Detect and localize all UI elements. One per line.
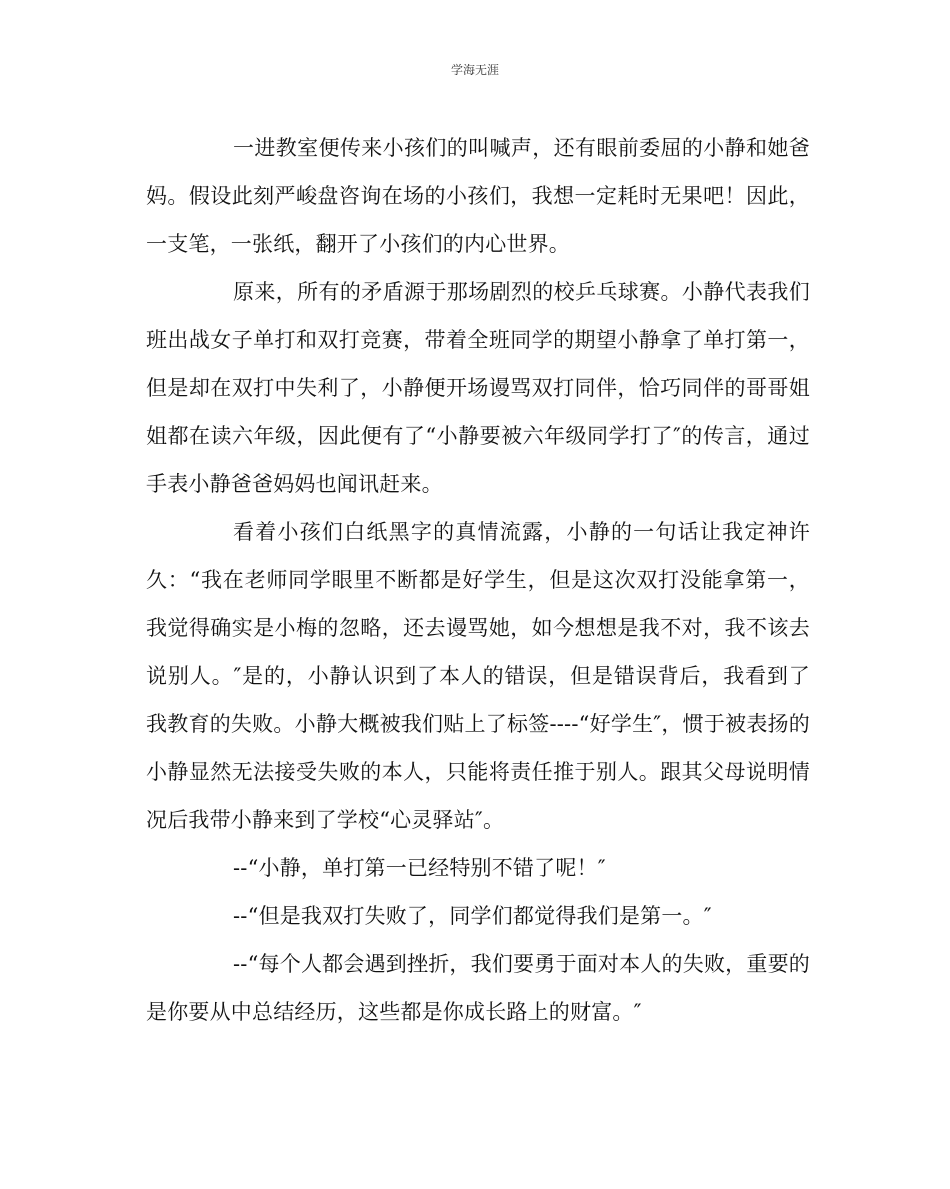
- paragraph-5: --“但是我双打失败了，同学们都觉得我们是第一。″: [233, 904, 712, 928]
- paragraph-1: 一进教室便传来小孩们的叫喊声，还有眼前委屈的小静和她爸妈。假设此刻严峻盘咨询在场的小孩们，我想一定耗时无果吧！因此，一支笔，一张纸，翻开了小孩们的内心世界。: [146, 136, 810, 256]
- paragraph-6: --“每个人都会遇到挫折，我们要勇于面对本人的失败，重要的是你要从中总结经历，这些都是你成长路上的财富。″: [146, 952, 810, 1024]
- document-body: [146, 124, 810, 1036]
- paragraph-4: --“小静，单打第一已经特别不错了呢！″: [233, 856, 606, 880]
- paragraph-2: 原来，所有的矛盾源于那场剧烈的校乒乓球赛。小静代表我们班出战女子单打和双打竞赛，带着全班同学的期望小静拿了单打第一，但是却在双打中失利了，小静便开场谩骂双打同伴，恰巧同伴的哥哥姐姐都在读六年级，因此便有了“小静要被六年级同学打了″的传言，通过手表小静爸爸妈妈也闻讯赶来。: [146, 280, 810, 496]
- page-header: 学海无涯: [450, 63, 499, 77]
- paragraph-3: 看着小孩们白纸黑字的真情流露，小静的一句话让我定神许久：“我在老师同学眼里不断都是好学生，但是这次双打没能拿第一，我觉得确实是小梅的忽略，还去谩骂她，如今想想是我不对，我不该去说别人。″是的，小静认识到了本人的错误，但是错误背后，我看到了我教育的失败。小静大概被我们贴上了标签----“好学生″，惯于被表扬的小静显然无法接受失败的本人，只能将责任推于别人。跟其父母说明情况后我带小静来到了学校“心灵驿站″。: [146, 520, 810, 832]
